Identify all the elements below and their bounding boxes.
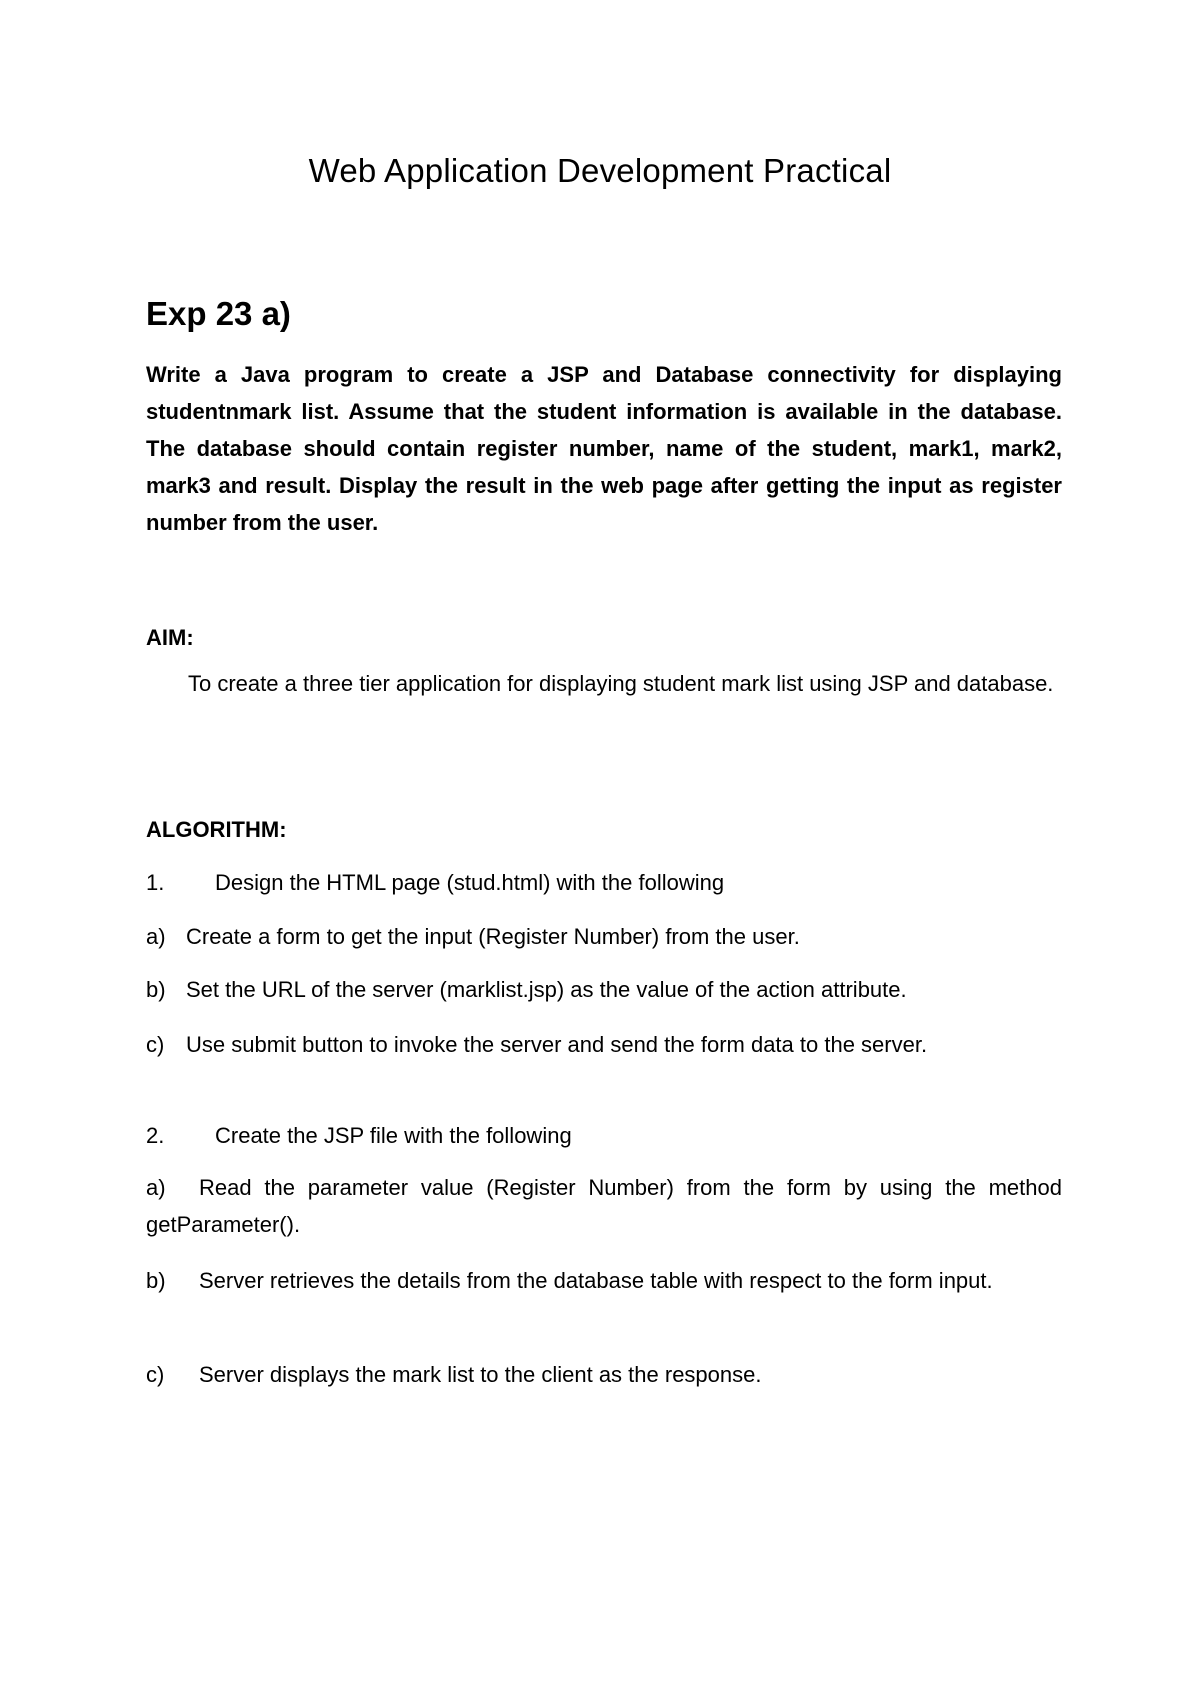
step-text: Use submit button to invoke the server and send the form data to the server. [186,1032,928,1057]
step-marker: c) [146,1032,165,1057]
step-marker: 2. [146,1123,165,1148]
algorithm-step [146,864,1062,901]
aim-text: To create a three tier application for displaying student mark list using JSP and database. [188,671,1054,696]
step-marker: b) [146,1268,166,1293]
step-marker: a) [146,924,166,949]
algorithm-substep [146,1356,1062,1393]
experiment-heading: Exp 23 a) [146,295,291,332]
aim-label: AIM: [146,625,194,650]
step-text: Server displays the mark list to the client as the response. [199,1362,762,1387]
step-marker: b) [146,977,166,1002]
step-marker: c) [146,1362,165,1387]
step-text: Create the JSP file with the following [215,1123,572,1148]
step-text: Create a form to get the input (Register Number) from the user. [186,924,800,949]
algorithm-substep [146,971,1062,1008]
document-title: Web Application Development Practical [308,152,892,189]
algorithm-step [146,1117,1062,1154]
algorithm-substep [146,918,1062,955]
step-text: Read the parameter value (Register Number) from the form by using the method getParameter(). [146,1175,1062,1237]
step-text: Set the URL of the server (marklist.jsp) as the value of the action attribute. [186,977,907,1002]
step-marker: a) [146,1175,166,1200]
algorithm-label: ALGORITHM: [146,817,287,842]
step-marker: 1. [146,870,165,895]
algorithm-substep [146,1169,1062,1243]
algorithm-substep [146,1262,1062,1299]
question-text: Write a Java program to create a JSP and Database connectivity for displaying studentnmark list. Assume that the student information is available in the database. The database should contain register number, name of the student, mark1, mark2, mark3 and result. Display the result in the web page after getting the input as register number from the user. [146,362,1062,535]
step-text: Server retrieves the details from the database table with respect to the form input. [199,1268,993,1293]
step-text: Design the HTML page (stud.html) with the following [215,870,725,895]
algorithm-substep [146,1026,1062,1063]
